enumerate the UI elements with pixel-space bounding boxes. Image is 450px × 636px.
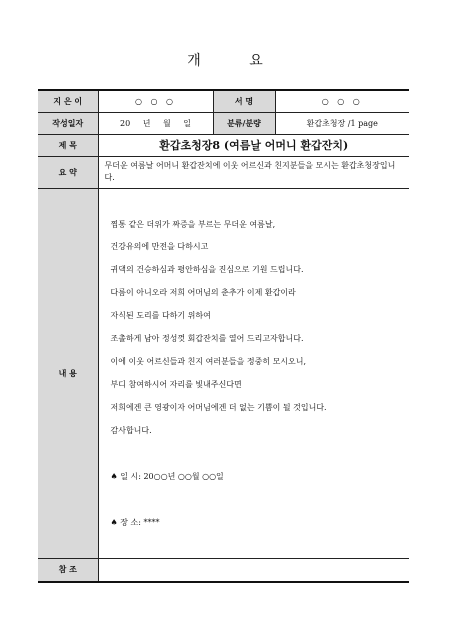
content-row: [38, 188, 409, 558]
signature-label: 서 명: [213, 90, 275, 112]
reference-value: [98, 558, 409, 582]
content-line: 부디 참여하시어 자리를 빛내주신다면: [110, 379, 242, 389]
reference-label: 참 조: [38, 558, 98, 582]
author-label: 지 은 이: [38, 90, 98, 112]
spade-icon: ♠: [110, 471, 118, 481]
content-line: 저희에겐 큰 영광이자 어머님에겐 더 없는 기쁨이 될 것입니다.: [110, 402, 327, 412]
spade-icon: ♠: [110, 517, 118, 527]
content-label: 내 용: [38, 188, 98, 558]
date-line-text: 일 시: 20○○년 ○○월 ○○일: [120, 471, 224, 481]
category-label: 분류/분량: [213, 112, 275, 134]
content-line: 찜통 같은 더위가 짜증을 부르는 무더운 여름날,: [110, 219, 276, 229]
date-row: [38, 112, 409, 134]
content-line: 건강유의에 만전을 다하시고: [110, 241, 209, 251]
author-row: [38, 90, 409, 112]
author-value: ○ ○ ○: [98, 90, 213, 112]
category-value: 환갑초청장 /1 page: [275, 112, 409, 134]
summary-label: 요 약: [38, 156, 98, 188]
date-value: 20 년 월 일: [98, 112, 213, 134]
summary-row: [38, 156, 409, 188]
summary-form-table: [38, 89, 409, 583]
place-line: [111, 517, 160, 528]
summary-value: 무더운 여름날 어머니 환갑잔치에 이웃 어르신과 친지분들을 모시는 환갑초청장입니다.: [98, 156, 409, 188]
subject-value: 환갑초청장8 (여름날 어머니 환갑잔치): [98, 134, 409, 156]
reference-row: [38, 558, 409, 582]
subject-row: [38, 134, 409, 156]
place-line-text: 장 소: ****: [120, 517, 160, 527]
content-line: 자식된 도리를 다하기 위하여: [110, 310, 211, 320]
document-title: 개 요: [187, 53, 285, 69]
content-line: 이에 이웃 어르신들과 친지 여러분들을 정중히 모시오니,: [110, 356, 307, 366]
content-line: 귀댁의 건승하심과 평안하심을 진심으로 기원 드립니다.: [110, 264, 304, 274]
content-line: 감사합니다.: [110, 425, 152, 435]
subject-label: 제 목: [38, 134, 98, 156]
date-line: [111, 471, 224, 482]
content-line: 조촐하게 남아 정성껏 회갑잔치를 열어 드리고자합니다.: [110, 333, 304, 343]
signature-value: ○ ○ ○: [275, 90, 409, 112]
content-line: 다름이 아니오라 저희 어머님의 춘추가 이제 환갑이라: [110, 287, 296, 297]
content-body: [98, 188, 409, 558]
date-label: 작성일자: [38, 112, 98, 134]
